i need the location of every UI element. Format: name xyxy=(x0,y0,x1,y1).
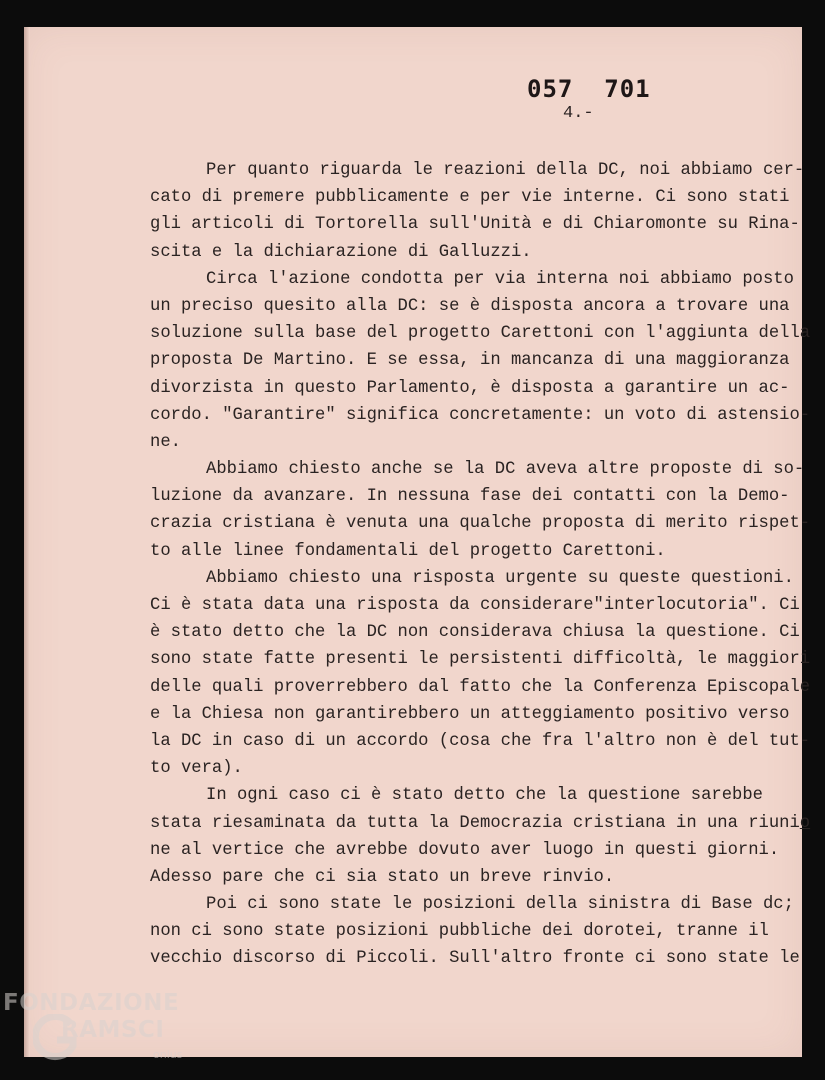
text-line: to alle linee fondamentali del progetto Carettoni. xyxy=(150,541,666,561)
text-line: non ci sono state posizioni pubbliche dei dorotei, tranne il xyxy=(150,922,769,942)
text-line: cordo. "Garantire" significa concretamente: un voto di astensio- xyxy=(150,405,811,425)
text-line: scita e la dichiarazione di Galluzzi. xyxy=(150,242,532,262)
text-line: è stato detto che la DC non considerava chiusa la questione. Ci xyxy=(150,623,800,643)
text-line: Circa l'azione condotta per via interna noi abbiamo posto xyxy=(206,269,794,289)
text-line: crazia cristiana è venuta una qualche proposta di merito rispet- xyxy=(150,514,811,534)
text-line: Per quanto riguarda le reazioni della DC, noi abbiamo cer- xyxy=(206,161,805,180)
text-line: sono state fatte presenti le persistenti difficoltà, le maggiori xyxy=(150,650,811,670)
text-line: cato di premere pubblicamente e per vie interne. Ci sono stati xyxy=(150,188,790,208)
text-line: Ci è stata data una risposta da considerare"interlocutoria". Ci xyxy=(150,596,800,615)
typewritten-body xyxy=(150,157,810,973)
document-number: 057 701 xyxy=(527,75,651,103)
text-line: to vera). xyxy=(150,759,243,779)
text-line: stata riesaminata da tutta la Democrazia cristiana in una riunio xyxy=(150,813,811,833)
text-line: Abbiamo chiesto una risposta urgente su queste questioni. xyxy=(206,568,794,588)
watermark-line2: RAMSCI xyxy=(61,1017,165,1043)
archive-watermark xyxy=(3,990,213,1070)
text-line: ne. xyxy=(150,432,181,452)
text-line: delle quali proverrebbero dal fatto che la Conferenza Episcopale xyxy=(150,677,811,697)
text-line: luzione da avanzare. In nessuna fase dei contatti con la Demo- xyxy=(150,487,790,507)
text-line: Abbiamo chiesto anche se la DC aveva altre proposte di so- xyxy=(206,460,805,480)
page-number: 4.- xyxy=(563,104,594,123)
text-line: la DC in caso di un accordo (cosa che fra l'altro non è del tut- xyxy=(150,731,811,751)
text-line: In ogni caso ci è stato detto che la questione sarebbe xyxy=(206,786,763,806)
text-line: soluzione sulla base del progetto Carettoni con l'aggiunta della xyxy=(150,324,811,344)
watermark-line1: FONDAZIONE xyxy=(3,990,180,1016)
text-line: ne al vertice che avrebbe dovuto aver luogo in questi giorni. xyxy=(150,840,780,860)
page-edge xyxy=(24,27,30,1057)
text-line: divorzista in questo Parlamento, è disposta a garantire un ac- xyxy=(150,378,790,398)
text-line: Poi ci sono state le posizioni della sinistra di Base dc; xyxy=(206,895,794,915)
text-line: proposta De Martino. E se essa, in mancanza di una maggioranza xyxy=(150,351,790,371)
text-line: gli articoli di Tortorella sull'Unità e di Chiaromonte su Rina- xyxy=(150,215,800,235)
watermark-suffix: onlus xyxy=(153,1048,183,1061)
text-line: vecchio discorso di Piccoli. Sull'altro fronte ci sono state le xyxy=(150,949,800,969)
text-line: e la Chiesa non garantirebbero un atteggiamento positivo verso xyxy=(150,704,790,724)
text-line: un preciso quesito alla DC: se è disposta ancora a trovare una xyxy=(150,296,790,316)
text-line: Adesso pare che ci sia stato un breve rinvio. xyxy=(150,867,615,887)
